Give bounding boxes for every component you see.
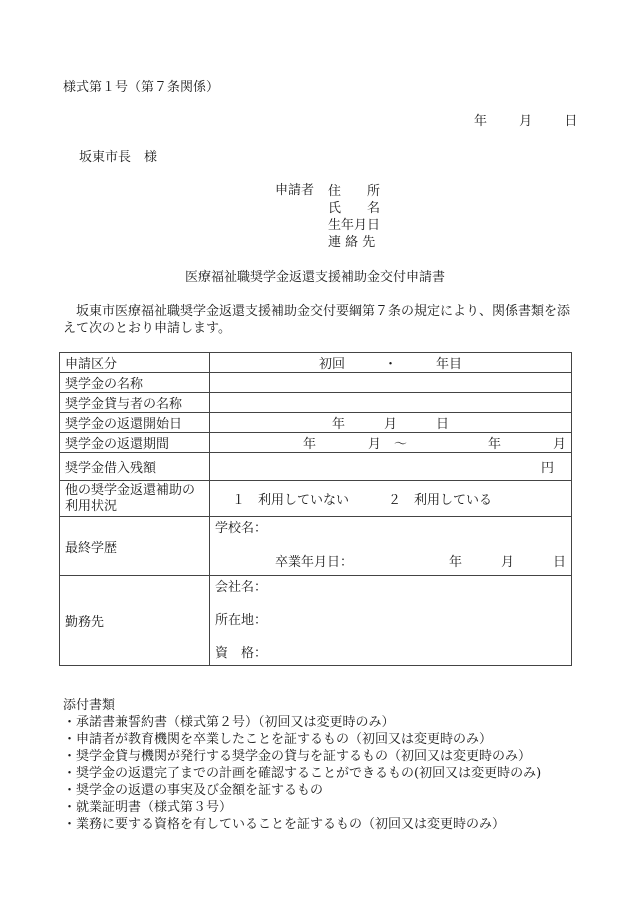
repayment-period-field[interactable] [210, 433, 572, 453]
applicant-contact-label: 連 絡 先 [328, 235, 376, 250]
year-label: 年 [474, 114, 488, 129]
lender-name-field[interactable] [210, 393, 572, 413]
table-row [60, 393, 572, 413]
application-table [59, 352, 572, 666]
loan-balance-label: 奨学金借入残額 [60, 453, 210, 481]
other-subsidy-label-line1: 他の奨学金返還補助の [65, 482, 196, 498]
table-row [60, 433, 572, 453]
repayment-start-label: 奨学金の返還開始日 [60, 413, 210, 433]
table-row [60, 353, 572, 373]
list-item: ・業務に要する資格を有していることを証するもの（初回又は変更時のみ） [63, 817, 506, 832]
other-subsidy-label [60, 481, 210, 517]
list-item: ・承諾書兼誓約書（様式第２号）（初回又は変更時のみ） [63, 715, 395, 730]
yen-unit: 円 [540, 461, 554, 476]
repayment-period-end: 年 月 [487, 437, 566, 452]
other-subsidy-options: １ 利用していない ２ 利用している [232, 493, 493, 508]
intro-paragraph: 坂東市医療福祉職奨学金返還支援補助金交付要綱第７条の規定により、関係書類を添えて次のとおり申請します。 [63, 304, 571, 336]
other-subsidy-field[interactable] [210, 481, 572, 517]
list-item: ・就業証明書（様式第３号） [63, 800, 233, 815]
category-value[interactable]: 初回 ・ 年目 [210, 353, 572, 373]
applicant-name-label: 氏 名 [328, 201, 381, 216]
list-item: ・奨学金貸与機関が発行する奨学金の貸与を証するもの（初回又は変更時のみ） [63, 749, 532, 764]
table-row [60, 413, 572, 433]
graduation-line [215, 555, 566, 571]
table-row [60, 373, 572, 393]
attachments-heading: 添付書類 [63, 698, 116, 713]
repayment-period-start: 年 月 〜 [303, 437, 408, 452]
month-label: 月 [519, 114, 533, 129]
other-subsidy-label-line2: 利用状況 [65, 498, 118, 514]
workplace-address-label: 所在地： [215, 612, 268, 628]
applicant-address-label: 住 所 [328, 184, 381, 199]
repayment-period-label: 奨学金の返還期間 [60, 433, 210, 453]
scholarship-name-field[interactable] [210, 373, 572, 393]
lender-name-label: 奨学金貸与者の名称 [60, 393, 210, 413]
workplace-label: 勤務先 [60, 576, 210, 666]
list-item: ・奨学金の返還完了までの計画を確認することができるもの(初回又は変更時のみ) [63, 766, 542, 781]
graduation-date-label: 卒業年月日： [275, 555, 354, 570]
graduation-date-value: 年 月 日 [448, 555, 566, 570]
attachments-list [63, 697, 541, 833]
applicant-birthdate-label: 生年月日 [328, 218, 381, 233]
applicant-fields [328, 183, 380, 251]
education-label: 最終学歴 [60, 517, 210, 576]
school-name-label: 学校名： [215, 521, 268, 536]
day-label: 日 [564, 114, 578, 129]
table-row [60, 576, 572, 666]
list-item: ・奨学金の返還の事実及び金額を証するもの [63, 783, 324, 798]
table-row [60, 517, 572, 576]
addressee: 坂東市長 様 [79, 150, 158, 165]
applicant-label: 申請者 [275, 183, 315, 198]
table-row [60, 453, 572, 481]
workplace-field[interactable] [210, 576, 572, 666]
date-line [474, 114, 577, 130]
company-name-label: 会社名： [215, 579, 268, 595]
qualification-label: 資 格： [215, 645, 268, 661]
loan-balance-field[interactable] [210, 453, 572, 481]
document-title: 医療福祉職奨学金返還支援補助金交付申請書 [184, 270, 445, 285]
category-label: 申請区分 [60, 353, 210, 373]
repayment-start-field[interactable]: 年 月 日 [210, 413, 572, 433]
scholarship-name-label: 奨学金の名称 [60, 373, 210, 393]
table-row [60, 481, 572, 517]
form-number: 様式第１号（第７条関係） [63, 80, 220, 95]
list-item: ・申請者が教育機関を卒業したことを証するもの（初回又は変更時のみ） [63, 732, 493, 747]
education-field[interactable] [210, 517, 572, 576]
